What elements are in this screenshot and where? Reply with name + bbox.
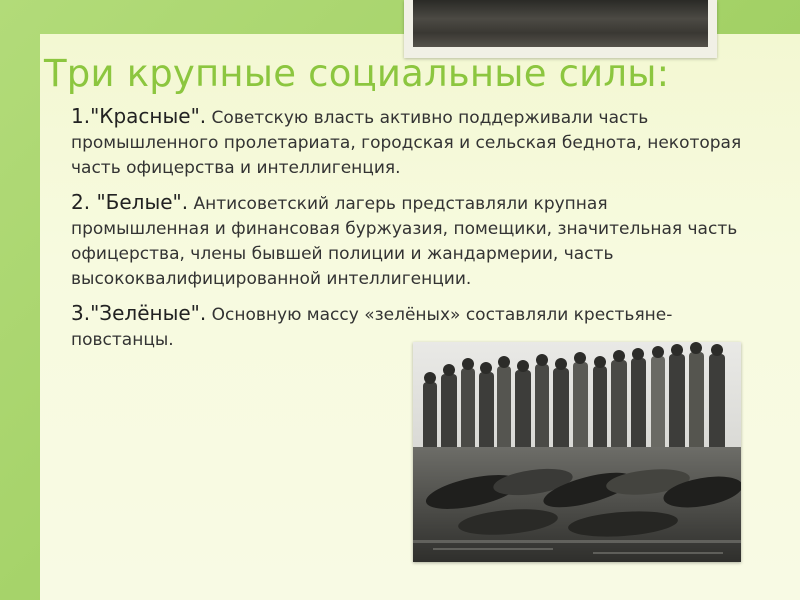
decorative-photo: [413, 0, 708, 47]
slide-title: Три крупные социальные силы:: [44, 52, 670, 95]
paragraph-heading: 2. "Белые".: [71, 190, 189, 214]
paragraph-heading: 3."Зелёные".: [71, 301, 207, 325]
paragraph-heading: 1."Красные".: [71, 104, 207, 128]
paragraph-reds: [71, 104, 751, 181]
paragraph-text: Антисоветский лагерь представляли крупная промышленная и финансовая буржуазия, помещики, значительная часть офицерства, члены бывшей полиции и жандармерии, часть высококвалифицированной интеллигенции.: [71, 194, 738, 289]
paragraph-whites: [71, 190, 751, 292]
paragraph-text: Основную массу «зелёных» составляли крестьяне-повстанцы.: [71, 305, 673, 350]
historical-photo: [413, 342, 741, 562]
slide-body: [71, 104, 751, 362]
decorative-photo-frame: [404, 0, 717, 58]
historical-photo-drawing: [413, 342, 741, 562]
paragraph-text: Советскую власть активно поддерживали часть промышленного пролетариата, городская и сельская беднота, некоторая часть офицерства и интеллигенция.: [71, 108, 742, 178]
